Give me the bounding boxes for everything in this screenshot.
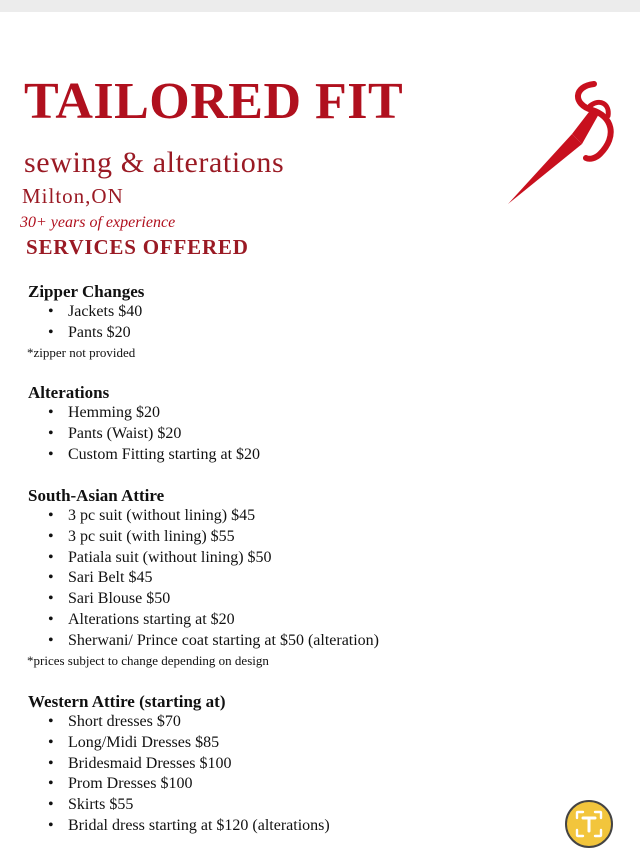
service-item-text: Bridal dress starting at $120 (alterations) bbox=[68, 816, 330, 834]
bullet: • bbox=[48, 303, 54, 320]
bullet: • bbox=[48, 590, 54, 608]
section-heading: South-Asian Attire bbox=[28, 486, 165, 505]
service-item-text: Sari Belt $45 bbox=[68, 569, 153, 587]
service-item-text: Pants $20 bbox=[68, 323, 131, 341]
service-list bbox=[28, 302, 144, 344]
section-zipper-changes bbox=[28, 282, 144, 362]
top-status-strip bbox=[0, 0, 640, 12]
service-list bbox=[28, 712, 330, 837]
service-item-text: Hemming $20 bbox=[68, 404, 160, 421]
bullet: • bbox=[48, 424, 54, 442]
list-item bbox=[28, 733, 330, 754]
bullet: • bbox=[48, 323, 54, 341]
list-item bbox=[28, 424, 260, 445]
section-alterations bbox=[28, 383, 260, 465]
text-scan-button[interactable] bbox=[565, 800, 613, 848]
bullet: • bbox=[48, 610, 54, 628]
list-item bbox=[28, 302, 144, 323]
service-item-text: Patiala suit (without lining) $50 bbox=[68, 548, 272, 566]
service-list bbox=[28, 403, 260, 465]
list-item bbox=[28, 795, 330, 816]
list-item bbox=[28, 754, 330, 775]
bullet: • bbox=[48, 445, 54, 463]
service-item-text: Sherwani/ Prince coat starting at $50 (alteration) bbox=[68, 631, 380, 649]
bullet: • bbox=[48, 527, 54, 545]
list-item bbox=[28, 631, 379, 652]
experience-tagline: 30+ years of experience bbox=[20, 214, 176, 231]
service-item-text: 3 pc suit (without lining) $45 bbox=[68, 507, 256, 524]
bullet: • bbox=[48, 569, 54, 587]
list-item bbox=[28, 774, 330, 795]
business-title: TAILORED FIT bbox=[24, 73, 404, 130]
service-item-text: Custom Fitting starting at $20 bbox=[68, 445, 261, 463]
list-item bbox=[28, 445, 260, 466]
zipper-note: *zipper not provided bbox=[27, 344, 136, 360]
service-item-text: Bridesmaid Dresses $100 bbox=[68, 754, 232, 772]
list-item bbox=[28, 527, 379, 548]
list-item bbox=[28, 323, 144, 344]
needle-and-thread-icon bbox=[500, 76, 620, 206]
services-heading: SERVICES OFFERED bbox=[26, 235, 249, 259]
section-heading: Western Attire (starting at) bbox=[28, 692, 226, 711]
service-item-text: Prom Dresses $100 bbox=[68, 775, 193, 793]
bullet: • bbox=[48, 754, 54, 772]
pricing-note: *prices subject to change depending on design bbox=[27, 652, 269, 668]
bullet: • bbox=[48, 548, 54, 566]
list-item bbox=[28, 548, 379, 569]
section-south-asian-attire bbox=[28, 486, 379, 670]
list-item bbox=[28, 403, 260, 424]
bullet: • bbox=[48, 796, 54, 814]
bullet: • bbox=[48, 816, 54, 834]
list-item bbox=[28, 610, 379, 631]
text-scan-icon bbox=[574, 809, 604, 839]
business-subtitle: sewing & alterations bbox=[24, 146, 285, 179]
list-item bbox=[28, 506, 379, 527]
section-western-attire bbox=[28, 692, 330, 837]
service-list bbox=[28, 506, 379, 652]
list-item bbox=[28, 712, 330, 733]
bullet: • bbox=[48, 631, 54, 649]
list-item bbox=[28, 589, 379, 610]
section-heading: Alterations bbox=[28, 383, 110, 402]
service-item-text: Alterations starting at $20 bbox=[68, 610, 235, 628]
service-item-text: Long/Midi Dresses $85 bbox=[68, 733, 220, 751]
bullet: • bbox=[48, 404, 54, 421]
service-item-text: Jackets $40 bbox=[68, 303, 143, 320]
list-item bbox=[28, 568, 379, 589]
bullet: • bbox=[48, 775, 54, 793]
bullet: • bbox=[48, 733, 54, 751]
service-item-text: 3 pc suit (with lining) $55 bbox=[68, 527, 235, 545]
service-item-text: Skirts $55 bbox=[68, 796, 134, 814]
section-heading: Zipper Changes bbox=[28, 282, 145, 301]
bullet: • bbox=[48, 507, 54, 524]
business-location: Milton,ON bbox=[22, 184, 124, 208]
bullet: • bbox=[48, 713, 54, 730]
service-item-text: Sari Blouse $50 bbox=[68, 590, 171, 608]
service-item-text: Pants (Waist) $20 bbox=[68, 424, 182, 442]
list-item bbox=[28, 816, 330, 837]
service-item-text: Short dresses $70 bbox=[68, 713, 181, 730]
